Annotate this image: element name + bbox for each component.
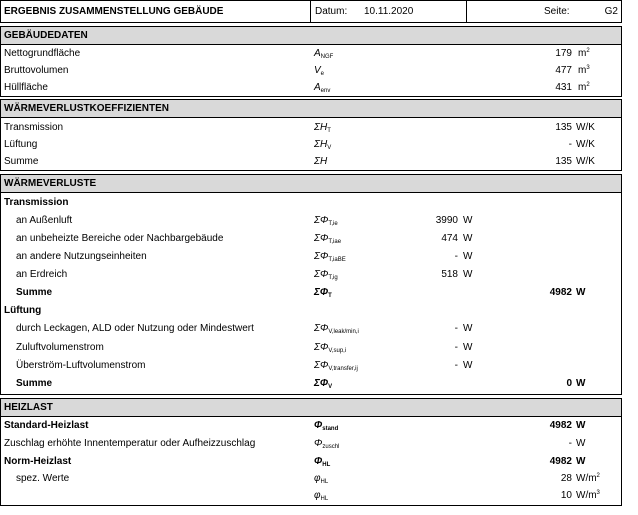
row-value: - (568, 139, 572, 150)
header-divider-1 (310, 0, 311, 23)
row-symbol: $\Sigma\Phi_{T,iaBE}$ (314, 251, 346, 263)
heizlast-heading-band (1, 399, 621, 416)
row-value: 4982 (549, 420, 572, 431)
gebaeudedaten-heading: GEBÄUDEDATEN (4, 30, 88, 41)
row-symbol: $V_e$ (314, 65, 325, 77)
transmission-heading: Transmission (4, 197, 69, 208)
row-symbol: $A_{NGF}$ (314, 48, 334, 60)
row-label: Bruttovolumen (4, 65, 69, 76)
row-label: Nettogrundfläche (4, 48, 81, 59)
row-label: Summe (4, 156, 39, 167)
row-unit: $W/m^3$ (576, 490, 600, 501)
header-divider-2 (466, 0, 467, 23)
row-symbol: $A_{env}$ (314, 82, 331, 94)
row-label: an unbeheizte Bereiche oder Nachbargebäude (16, 233, 224, 244)
row-value: 179 (555, 48, 572, 59)
row-symbol: $\Phi_{stand}$ (314, 420, 339, 432)
row-label: Zuluftvolumenstrom (16, 342, 104, 353)
row-symbol: $\Phi_{HL}$ (314, 456, 331, 468)
row-value: - (454, 323, 458, 334)
row-unit: W/K (576, 139, 595, 150)
row-value: 0 (566, 378, 572, 389)
row-value: - (454, 360, 458, 371)
row-value: 28 (560, 473, 572, 484)
waermeverluste-heading: WÄRMEVERLUSTE (4, 178, 97, 189)
row-unit: W (463, 269, 473, 280)
row-unit: $m^2$ (578, 82, 590, 93)
row-symbol: $\Sigma\Phi_{V,leak/min,i}$ (314, 323, 359, 335)
row-unit: W (463, 323, 473, 334)
heizlast-heading-rule (0, 416, 622, 417)
row-symbol: $\Sigma\Phi_{V,sup,i}$ (314, 342, 347, 354)
row-label: Norm-Heizlast (4, 456, 72, 467)
lueftung-heading: Lüftung (4, 305, 42, 316)
date-value: 10.11.2020 (364, 6, 414, 17)
row-symbol: $\Sigma\Phi_{T,ie}$ (314, 215, 338, 227)
row-unit: $m^2$ (578, 48, 590, 59)
row-label: Transmission (4, 122, 64, 133)
row-unit: W (463, 360, 473, 371)
koeffizienten-heading: WÄRMEVERLUSTKOEFFIZIENTEN (4, 103, 169, 114)
row-label: durch Leckagen, ALD oder Nutzung oder Mindestwert (16, 323, 254, 334)
row-symbol: $\Sigma\Phi_{T,ig}$ (314, 269, 338, 281)
heizlast-heading: HEIZLAST (4, 402, 53, 413)
row-label: Standard-Heizlast (4, 420, 89, 431)
row-symbol: $\Sigma\Phi_V$ (314, 378, 333, 390)
row-label: an andere Nutzungseinheiten (16, 251, 147, 262)
row-value: 3990 (435, 215, 458, 226)
row-symbol: $\Sigma\Phi_T$ (314, 287, 332, 299)
spez-werte-label: spez. Werte (16, 473, 70, 484)
row-value: 135 (555, 156, 572, 167)
row-value: 518 (441, 269, 458, 280)
row-symbol: $\Sigma\Phi_{V,transfer,ij}$ (314, 360, 358, 372)
row-symbol: $\varphi_{HL}$ (314, 490, 329, 502)
row-symbol: $\Sigma H_V$ (314, 139, 332, 151)
page-title: ERGEBNIS ZUSAMMENSTELLUNG GEBÄUDE (4, 6, 224, 17)
row-symbol: $\Phi_{zuschl}$ (314, 438, 340, 450)
row-label: Summe (16, 287, 53, 298)
row-value: 474 (441, 233, 458, 244)
row-unit: W (576, 287, 586, 298)
row-label: Hüllfläche (4, 82, 48, 93)
page-number: G2 (604, 6, 618, 17)
row-label: Überström-Luftvolumenstrom (16, 360, 146, 371)
date-label: Datum: (315, 6, 348, 17)
row-value: - (568, 438, 572, 449)
row-unit: W (576, 456, 586, 467)
row-label: Zuschlag erhöhte Innentemperatur oder Aufheizzuschlag (4, 438, 256, 449)
row-value: 4982 (549, 287, 572, 298)
row-unit: W (576, 420, 586, 431)
row-label: Summe (16, 378, 53, 389)
row-label: an Erdreich (16, 269, 68, 280)
gebaeudedaten-heading-band (1, 27, 621, 44)
row-value: - (454, 342, 458, 353)
row-symbol: $\varphi_{HL}$ (314, 473, 329, 485)
row-unit: W (463, 215, 473, 226)
row-unit: $W/m^2$ (576, 473, 600, 484)
row-symbol: $\Sigma\Phi_{T,iae}$ (314, 233, 342, 245)
row-symbol: ΣH (314, 156, 328, 167)
row-value: 4982 (549, 456, 572, 467)
row-value: 477 (555, 65, 572, 76)
row-value: 431 (555, 82, 572, 93)
row-unit: W (463, 342, 473, 353)
gebaeudedaten-heading-rule (0, 44, 622, 45)
koeffizienten-heading-rule (0, 117, 622, 118)
row-label: an Außenluft (16, 215, 73, 226)
row-unit: W (463, 233, 473, 244)
row-unit: W (576, 438, 586, 449)
row-unit: W (463, 251, 473, 262)
row-label: Lüftung (4, 139, 38, 150)
row-value: - (454, 251, 458, 262)
row-value: 10 (560, 490, 572, 501)
waermeverluste-heading-rule (0, 192, 622, 193)
row-value: 135 (555, 122, 572, 133)
row-unit: W/K (576, 156, 595, 167)
row-symbol: $\Sigma H_T$ (314, 122, 331, 134)
page-label: Seite: (544, 6, 570, 17)
row-unit: W/K (576, 122, 595, 133)
row-unit: $m^3$ (578, 65, 590, 76)
row-unit: W (576, 378, 586, 389)
